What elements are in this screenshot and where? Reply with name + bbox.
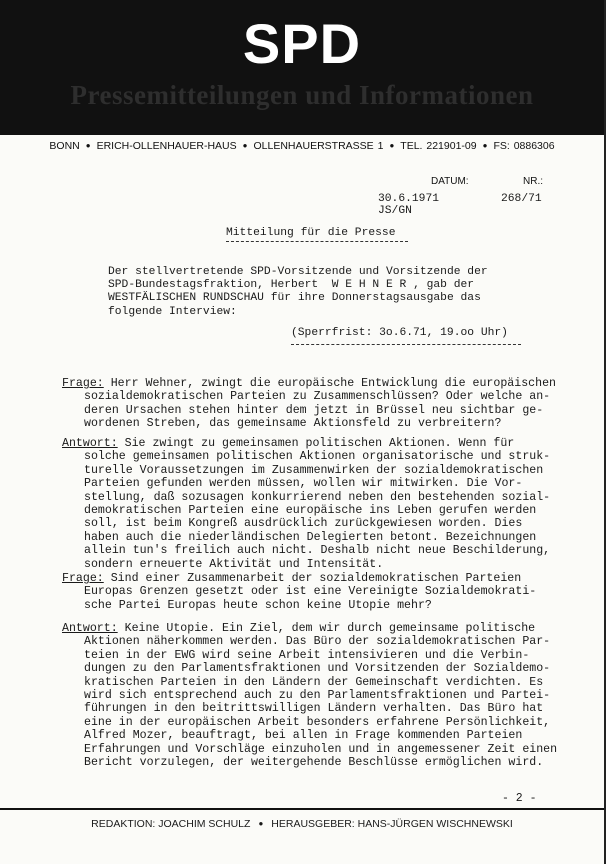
- answer-line: allein tun's freilich auch nicht. Deshalb nicht neue Beschilderung,: [84, 544, 551, 558]
- address-telex: FS: 0886306: [493, 140, 555, 152]
- address-street: OLLENHAUERSTRASSE 1: [253, 140, 384, 152]
- answer-line: Erfahrungen und Vorschläge einzuholen und in angemessener Zeit einen: [84, 742, 558, 756]
- answer-line: stellung, daß sozusagen konkurrierend neben den bestehenden sozial-: [84, 490, 551, 504]
- answer-1: [62, 437, 582, 571]
- question-line: sche Partei Europas heute schon keine Utopie mehr?: [84, 598, 432, 612]
- bullet-icon: ●: [389, 141, 395, 150]
- intro-line: WESTFÄLISCHEN RUNDSCHAU für ihre Donnerstagsausgabe das: [108, 292, 481, 305]
- answer-line: kratischen Parteien in den Ländern der Gemeinschaft verdichten. Es: [84, 675, 544, 689]
- answer-line: haben auch die niederländischen Delegierten betont. Bezeichnungen: [84, 530, 537, 544]
- answer-line: wird sich entsprechend auch zu den Parlamentsfraktionen und Partei-: [84, 689, 551, 703]
- bullet-icon: ●: [242, 141, 248, 150]
- spd-logo: SPD: [242, 12, 362, 75]
- address-line: [0, 140, 604, 152]
- masthead-subtitle: Pressemitteilungen und Informationen: [70, 80, 534, 110]
- title-underline: [226, 241, 408, 242]
- intro-line: Der stellvertretende SPD-Vorsitzende und Vorsitzende der: [108, 266, 488, 278]
- address-building: ERICH-OLLENHAUER-HAUS: [96, 140, 237, 152]
- answer-text: Keine Utopie. Ein Ziel, dem wir durch gemeinsame politische: [117, 622, 536, 635]
- bullet-icon: ●: [482, 141, 488, 150]
- address-phone: TEL. 221901-09: [400, 140, 477, 152]
- question-label: Frage:: [62, 377, 104, 390]
- answer-line: Alfred Mozer, beauftragt, bei allen in Frage kommenden Parteien: [84, 729, 523, 743]
- document-date: 30.6.1971: [378, 193, 440, 205]
- answer-line: dungen zu den Parlamentsfraktionen und Vorsitzenden der Sozialdemo-: [84, 662, 551, 676]
- answer-line: demokratischen Parteien eine europäische ins Leben gerufen werden: [84, 504, 537, 518]
- question-line: sozialdemokratischen Parteien zu Zusammenschlüssen? Oder welche an-: [84, 390, 551, 404]
- intro-line: folgende Interview:: [108, 305, 237, 318]
- answer-line: Aktionen näherkommen werden. Das Büro der sozialdemokratischen Par-: [84, 635, 551, 649]
- answer-line: Bericht vorzulegen, der weitergehende Beschlüsse ermöglichen wird.: [84, 756, 544, 770]
- question-text: Herr Wehner, zwingt die europäische Entwicklung die europäischen: [103, 377, 556, 390]
- address-city: BONN: [49, 140, 80, 152]
- intro-line: SPD-Bundestagsfraktion, Herbert W E H N E R , gab der: [108, 279, 475, 292]
- question-line: Europas Grenzen gesetzt oder ist eine Vereinigte Sozialdemokrati-: [84, 585, 537, 599]
- footer-publisher: HERAUSGEBER: HANS-JÜRGEN WISCHNEWSKI: [271, 818, 513, 830]
- document-number: 268/71: [501, 193, 542, 205]
- masthead: [0, 0, 604, 135]
- author-sign: JS/GN: [378, 205, 412, 217]
- intro-paragraph: [108, 266, 528, 319]
- answer-label: Antwort:: [62, 622, 118, 635]
- answer-line: soll, ist beim Kongreß ausdrücklich zurückgewiesen worden. Dies: [84, 517, 523, 531]
- question-2: [62, 572, 582, 612]
- answer-2: [62, 622, 582, 769]
- answer-line: teien in der EWG wird seine Arbeit intensivieren und die Verbin-: [84, 648, 530, 662]
- answer-line: Parteien gefunden werden müssen, wollen wir mitwirken. Die Vor-: [84, 477, 523, 491]
- document-title: Mitteilung für die Presse: [226, 227, 396, 239]
- datum-label: DATUM:: [431, 176, 469, 187]
- nr-label: NR.:: [523, 176, 543, 187]
- footer-divider: [0, 808, 604, 810]
- answer-line: eine in der europäischen Arbeit besonders erfahrene Persönlichkeit,: [84, 715, 551, 729]
- page-marker: - 2 -: [502, 792, 537, 805]
- question-1: [62, 377, 582, 431]
- answer-line: sondern erneuerte Aktivität und Intensität.: [84, 557, 384, 571]
- question-line: deren Ursachen stehen hinter dem jetzt in Brüssel neu sichtbar ge-: [84, 403, 544, 417]
- question-label: Frage:: [62, 572, 104, 585]
- answer-label: Antwort:: [62, 437, 118, 450]
- answer-text: Sie zwingt zu gemeinsamen politischen Aktionen. Wenn für: [117, 437, 515, 450]
- question-text: Sind einer Zusammenarbeit der sozialdemokratischen Parteien: [103, 572, 522, 585]
- answer-line: turelle Voraussetzungen im Zusammenwirken der sozialdemokratischen: [84, 463, 544, 477]
- embargo-note: (Sperrfrist: 3o.6.71, 19.oo Uhr): [291, 327, 508, 339]
- answer-line: solche gemeinsamen politischen Aktionen organisatorische und struk-: [84, 450, 551, 464]
- bullet-icon: ●: [258, 819, 264, 828]
- answer-line: führungen in den beitrittswilligen Ländern verhalten. Das Büro hat: [84, 702, 544, 716]
- footer-credits: [0, 818, 604, 830]
- footer-editor: REDAKTION: JOACHIM SCHULZ: [91, 818, 251, 830]
- bullet-icon: ●: [85, 141, 91, 150]
- embargo-underline: [291, 344, 521, 345]
- question-line: wordenen Streben, das gemeinsame Aktionsfeld zu verbreitern?: [84, 417, 502, 431]
